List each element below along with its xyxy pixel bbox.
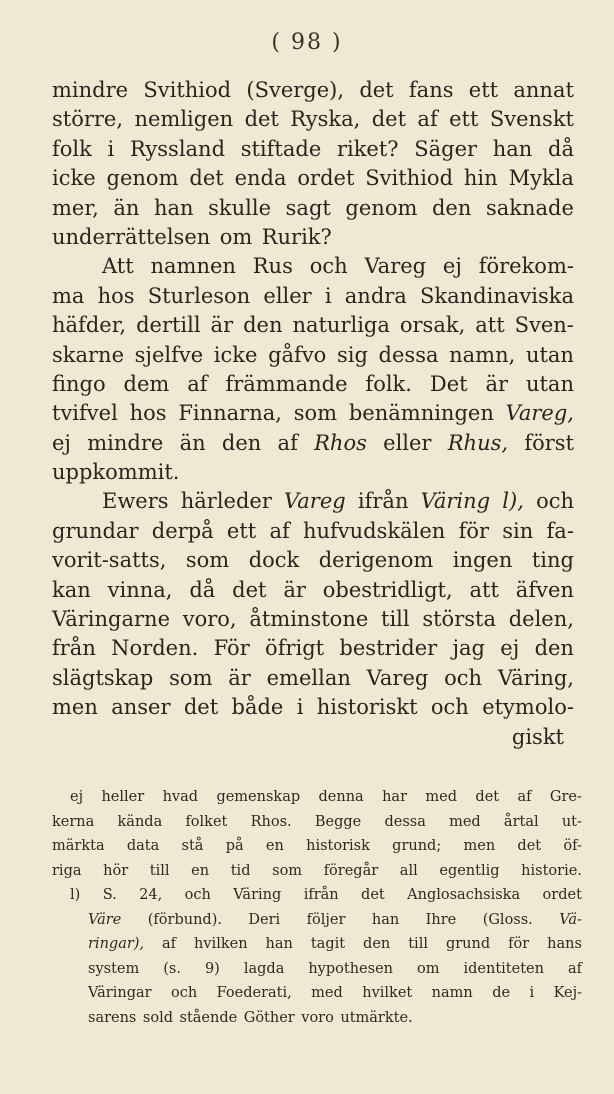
word: folk. [365,371,412,396]
word: historisk [306,838,370,854]
word: är [228,665,251,690]
word: häfder, [52,313,127,338]
word: kerna [52,813,95,830]
word: Svithiod [143,78,232,102]
word: af [187,371,208,396]
word: än [179,430,206,455]
word: ej [500,636,520,661]
word: den [221,430,262,455]
word: äfven [515,577,574,602]
word: emellan [266,665,351,690]
word: den [431,195,472,220]
text-line [52,605,574,634]
word: till [408,936,428,952]
word: ordet [542,887,582,903]
word: skarne [52,342,125,367]
word: i [107,136,115,161]
word: först [524,430,574,455]
word: Vareg [284,489,346,514]
word: öfrigt [265,636,325,661]
word: att [475,313,505,338]
word: och [184,887,211,903]
word: namnen [150,254,236,279]
word: en [191,862,210,879]
word: Väring, [497,665,574,690]
text-line [52,399,574,428]
word: det [359,78,394,102]
word: af [162,936,177,952]
text-line [52,908,582,933]
word: öf- [563,838,582,854]
word: gåfvo [268,342,327,367]
word: Rhos [314,430,367,455]
word: Skandinaviska [420,283,574,308]
page-number: ( 98 ) [271,30,343,55]
word: det [232,577,267,602]
word: vinna, [107,577,173,602]
word: saknade [485,195,574,220]
word: eller [263,283,312,308]
word: Norden. [111,636,199,661]
text-line [52,517,574,546]
word: med [425,789,458,805]
word: sarens [88,1009,137,1026]
word: men [52,695,98,720]
word: för [458,518,490,543]
word: hypothesen [308,960,393,977]
word: till [381,607,410,632]
word: utmärkte. [340,1009,413,1026]
word: än [113,195,140,220]
word: voro, [182,607,237,632]
word: Vareg, [505,401,574,426]
word: ej [442,254,462,279]
word: gemenskap [216,789,301,805]
word: och [444,665,483,690]
word: han [371,911,400,928]
word: genom [106,166,179,191]
word: naturliga [292,313,390,338]
word: Anglosachsiska [407,887,521,903]
word: riket? [336,136,399,161]
word: ett [449,107,479,132]
word: som [185,548,230,573]
word: fingo [52,371,106,396]
word: identiteten [463,960,544,977]
word: Ryssland [129,136,226,161]
word: då [189,577,216,602]
text-line [52,252,574,281]
word: hör [103,862,129,879]
word: hos [97,283,135,308]
word: sagt [285,195,331,220]
text-line [52,370,574,399]
word: icke [52,166,96,191]
text-line [52,105,574,134]
text-line [52,311,574,340]
word: egentlig [439,862,500,879]
text-line [52,223,574,252]
text-line [52,194,574,223]
word: åtminstone [249,607,369,632]
word: Deri [248,911,281,928]
word: sjelfve [134,342,204,367]
word: voro [301,1009,334,1026]
word: ut- [561,813,582,830]
word: uppkommit. [52,460,180,485]
word: hvilket [362,985,413,1001]
word: S. [102,887,117,903]
footnotes [52,785,582,1030]
word: stiftade [240,136,322,161]
text-line [52,135,574,164]
text-line [52,723,574,752]
text-line [52,834,582,859]
word: hin [463,166,498,191]
word: derigenom [318,548,434,573]
word: den [363,936,391,952]
word: den [534,636,574,661]
word: (Gloss. [482,911,533,928]
word: ringar), [88,936,145,952]
word: med [311,985,343,1001]
word: ej [52,430,71,455]
word: fans [408,78,454,102]
word: kända [117,813,163,830]
text-line [52,487,574,516]
word: och [430,695,469,720]
word: från [52,636,96,661]
word: folket [185,813,228,830]
word: han [153,195,194,220]
text-line [52,810,582,835]
text-line [52,664,574,693]
word: Väring [233,887,282,903]
text-line [52,458,574,487]
word: tid [230,862,251,879]
word: delen, [508,607,574,632]
word: Ihre [425,911,457,928]
text-line [52,981,582,1006]
word: Foederati, [216,985,292,1001]
word: l) [70,887,81,903]
word: vorit-satts, [52,548,167,573]
word: dessa [384,813,426,830]
word: Vareg [366,665,429,690]
word: folk [52,136,92,161]
text-line [52,341,574,370]
word: på [225,838,244,854]
word: all [399,862,418,879]
word: som [272,862,303,879]
word: historiskt [316,695,418,720]
word: giskt [511,724,564,749]
word: jag [452,636,485,661]
word: Sturleson [147,283,251,308]
word: tagit [310,936,346,952]
word: Väringar [88,985,152,1001]
text-line [52,546,574,575]
word: främmande [225,371,348,396]
word: denna [318,789,364,805]
word: data [126,838,160,854]
word: historie. [521,862,582,879]
word: Vareg [364,254,427,279]
word: mer, [52,195,99,220]
word: af [277,430,298,455]
word: i [529,985,535,1001]
word: är [283,577,306,602]
word: Svenskt [489,107,574,132]
word: är [210,313,234,338]
word: sin [502,518,534,543]
word: om [417,960,440,977]
word: Svithiod [365,166,454,191]
text-line [52,576,574,605]
word: dertill [136,313,201,338]
text-line [52,76,574,105]
word: största [422,607,496,632]
word: som [293,401,338,426]
word: 9) [204,960,220,977]
word: det [371,107,407,132]
word: Att [102,254,134,279]
word: utan [525,371,574,396]
word: det [183,695,219,720]
word: Rus [252,254,293,279]
word: (förbund). [147,911,222,928]
text-line [52,883,582,908]
word: (Sverge), [246,78,345,102]
word: slägtskap [52,665,154,690]
word: det [361,887,385,903]
word: grund; [392,838,442,854]
word: och [171,985,198,1001]
word: för [508,936,530,952]
word: anser [111,695,171,720]
word: det [189,166,224,191]
word: obestridligt, [322,577,453,602]
word: det [475,789,500,805]
word: dem [123,371,170,396]
text-line [52,634,574,663]
word: som [169,665,213,690]
word: mindre [87,430,164,455]
word: årtal [503,813,539,830]
word: Väringarne [52,607,170,632]
word: hos [129,401,167,426]
word: och [536,489,574,514]
text-line [52,957,582,982]
word: andra [344,283,407,308]
text-line [52,282,574,311]
word: ett [468,78,499,102]
word: hvilken [194,936,248,952]
word: ifrån [357,489,409,514]
word: dessa [378,342,439,367]
word: hvad [162,789,199,805]
word: orsak, [399,313,466,338]
word: utan [525,342,574,367]
word: Gre- [549,789,582,805]
word: nemligen [134,107,234,132]
word: ett [226,518,257,543]
word: men [463,838,496,854]
word: 24, [139,887,163,903]
word: ma [52,283,85,308]
word: enda [234,166,287,191]
word: underrättelsen [52,224,211,249]
word: Mykla [508,166,574,191]
word: kan [52,577,91,602]
word: sig [336,342,368,367]
text-line [52,429,574,458]
word: ting [531,548,574,573]
word: Väre [88,911,122,928]
word: ingen [452,548,513,573]
word: i [296,695,304,720]
word: För [213,636,250,661]
word: Säger [414,136,478,161]
word: då [548,136,574,161]
word: Rhus, [447,430,509,455]
word: Kej- [553,985,582,1001]
word: tvifvel [52,401,118,426]
word: riga [52,862,82,879]
word: det [244,107,279,132]
word: namn [431,985,473,1001]
word: han [492,136,533,161]
word: benämningen [348,401,494,426]
word: Begge [314,813,362,830]
word: fa- [546,518,574,543]
word: bestrider [339,636,438,661]
word: ej [70,789,84,805]
word: Rurik? [261,224,332,249]
text-line [52,859,582,884]
text-line [52,164,574,193]
word: både [231,695,284,720]
word: skulle [208,195,272,220]
word: om [219,224,253,249]
word: stå [181,838,204,854]
word: heller [101,789,145,805]
word: har [382,789,408,805]
word: Ewers [102,489,169,514]
text-line [52,1006,582,1031]
word: etymolo- [482,695,574,720]
main-text [52,76,574,752]
word: lagda [243,960,285,977]
word: och [309,254,348,279]
word: Det [429,371,468,396]
word: ifrån [303,887,339,903]
word: större, [52,107,124,132]
word: af [517,789,532,805]
word: det [517,838,542,854]
word: af [269,518,290,543]
word: hufvudskälen [302,518,446,543]
word: är [485,371,509,396]
word: de [492,985,511,1001]
word: grundar [52,518,139,543]
word: Ryska, [290,107,361,132]
word: med [449,813,481,830]
word: en [265,838,284,854]
word: märkta [52,838,105,854]
word: förekom- [478,254,574,279]
word: icke [213,342,258,367]
word: namn, [449,342,516,367]
word: af [567,960,582,977]
word: i [324,283,332,308]
word: ordet [297,166,355,191]
word: Väring [420,489,491,514]
word: Sven- [514,313,574,338]
text-line [52,932,582,957]
word: sold [142,1009,173,1026]
word: l), [502,489,524,514]
word: (s. [163,960,181,977]
word: Finnarna, [178,401,282,426]
word: Vä- [559,911,582,928]
word: Göther [243,1009,295,1026]
word: grund [445,936,491,952]
word: eller [383,430,432,455]
word: härleder [180,489,272,514]
word: stående [179,1009,238,1026]
word: derpå [151,518,214,543]
word: dock [248,548,300,573]
word: annat [513,78,574,102]
word: föregår [323,862,379,879]
word: af [417,107,438,132]
word: system [88,960,140,977]
word: Rhos. [250,813,292,830]
text-line [52,693,574,722]
word: till [149,862,170,879]
word: hans [547,936,582,952]
text-line [52,785,582,810]
word: den [243,313,283,338]
word: han [265,936,293,952]
word: genom [345,195,418,220]
word: mindre [52,78,129,102]
word: att [469,577,499,602]
word: följer [306,911,346,928]
